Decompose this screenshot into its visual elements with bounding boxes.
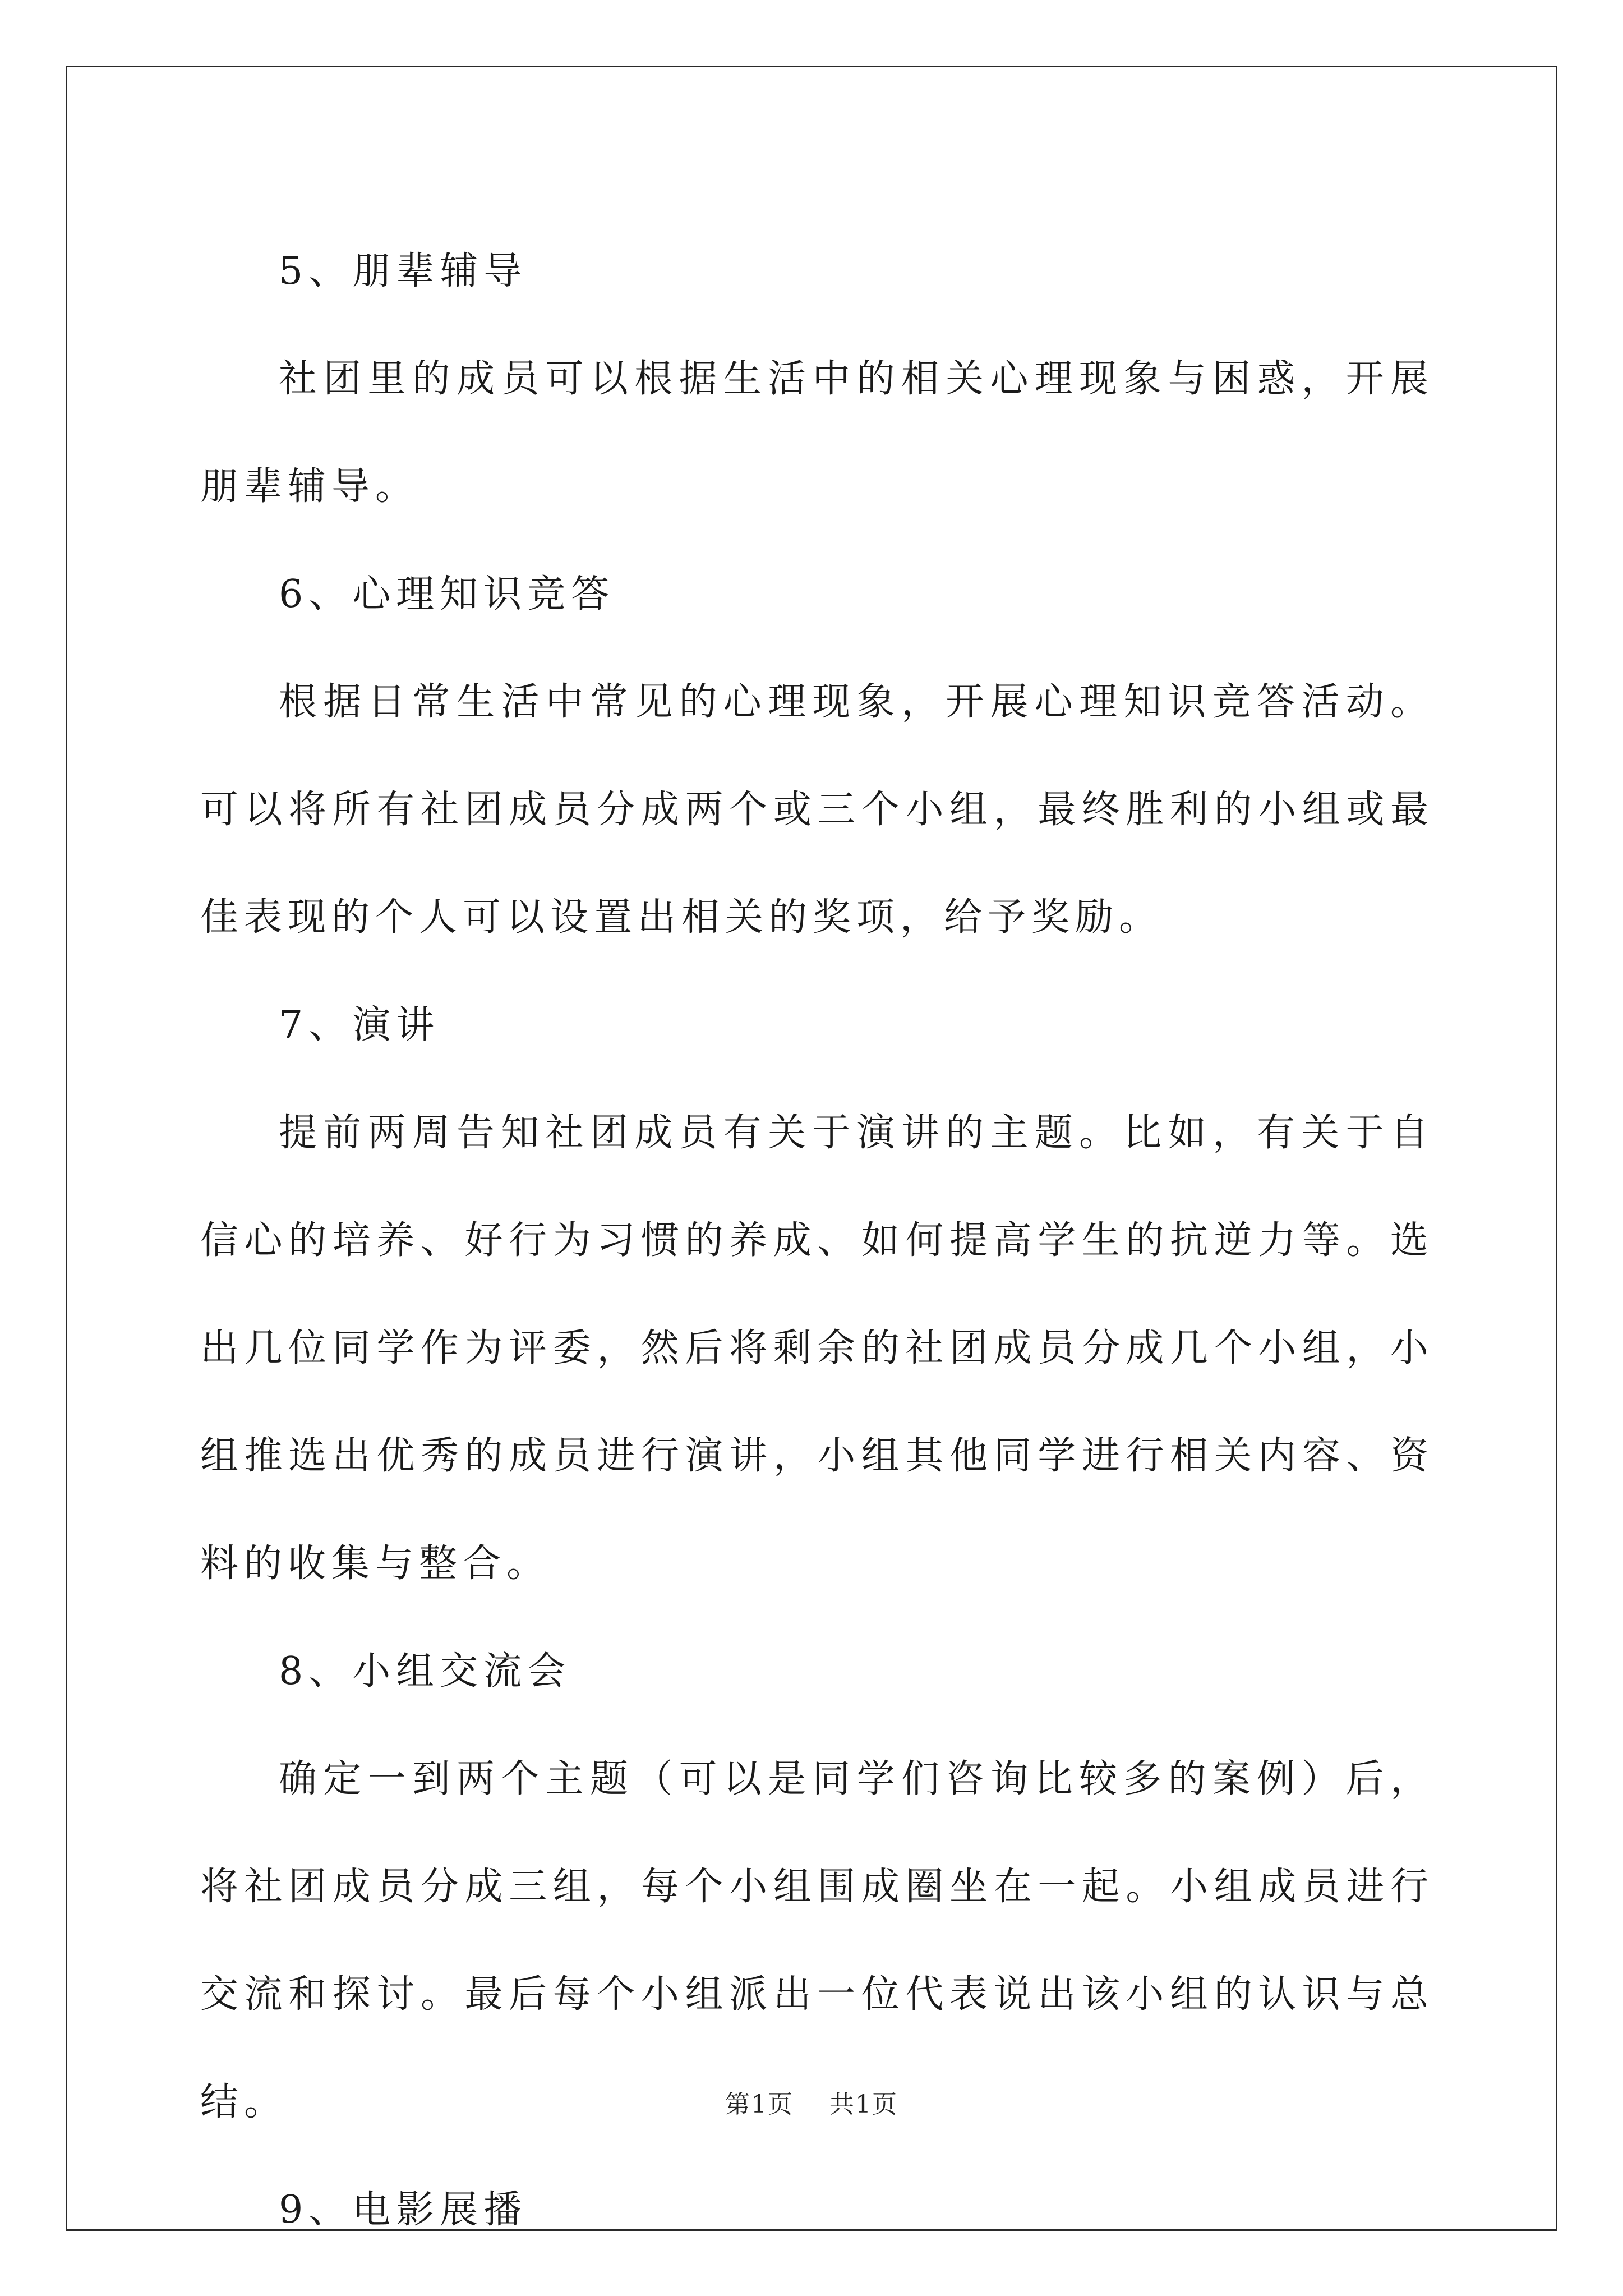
document-body [200, 218, 1434, 2264]
section-heading: 6、心理知识竞答 [279, 572, 615, 616]
section-heading: 8、小组交流会 [279, 1649, 571, 1694]
paragraph: 社团里的成员可以根据生活中的相关心理现象与困惑，开展朋辈辅导。 [200, 357, 1434, 509]
page-number: 第1页 [725, 2090, 794, 2119]
paragraph: 提前两周告知社团成员有关于演讲的主题。比如，有关于自信心的培养、好行为习惯的养成、如何提高学生的抗逆力等。选出几位同学作为评委，然后将剩余的社团成员分成几个小组，小组推选出优秀的成员进行演讲，小组其他同学进行相关内容、资料的收集与整合。 [200, 1111, 1434, 1586]
page-total: 共1页 [829, 2090, 898, 2119]
section-heading: 7、演讲 [279, 1003, 440, 1047]
page-footer [0, 2084, 1623, 2120]
section-heading: 5、朋辈辅导 [279, 249, 528, 293]
paragraph: 确定一到两个主题（可以是同学们咨询比较多的案例）后，将社团成员分成三组，每个小组围成圈坐在一起。小组成员进行交流和探讨。最后每个小组派出一位代表说出该小组的认识与总结。 [200, 1757, 1434, 2124]
section-heading: 9、电影展播 [279, 2188, 528, 2232]
paragraph: 根据日常生活中常见的心理现象，开展心理知识竞答活动。可以将所有社团成员分成两个或三个小组，最终胜利的小组或最佳表现的个人可以设置出相关的奖项，给予奖励。 [200, 680, 1434, 940]
